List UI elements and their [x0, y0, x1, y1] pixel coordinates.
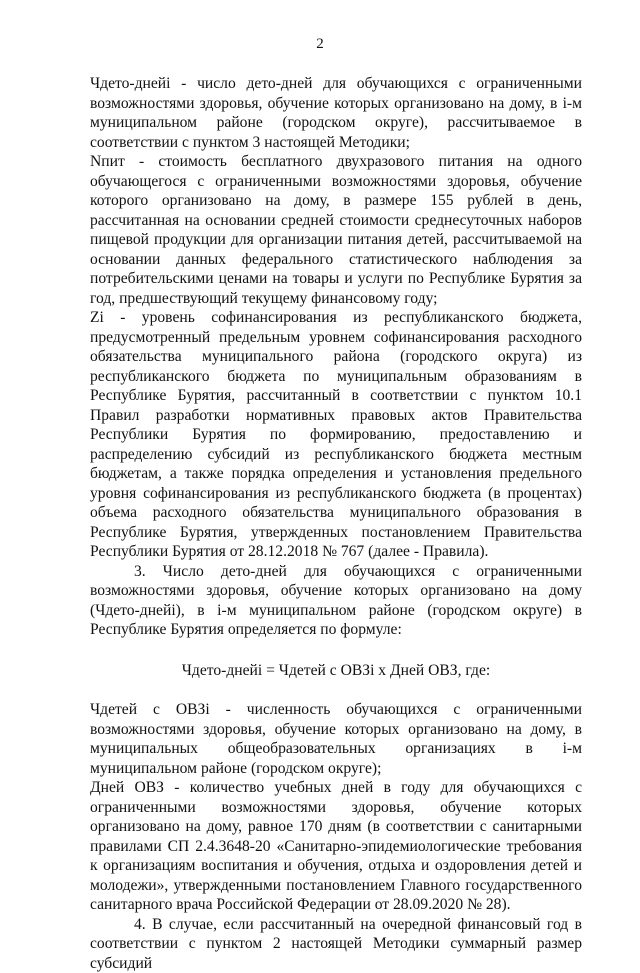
- clause-3: 3. Число дето-дней для обучающихся с ограниченными возможностями здоровья, обучение которых организовано на дому (Чдето-днейi), в i-м муниципальном районе (городском округе) в Республике Бурятия определяется по формуле:: [90, 562, 582, 640]
- definition-npit: Nпит - стоимость бесплатного двухразового питания на одного обучающегося с ограниченными возможностями здоровья, обучение которого организовано на дому, в размере 155 рублей в день, рассчитанная на основании средней стоимости среднесуточных наборов пищевой продукции для организации питания детей, рассчитываемой на основании данных федерального статистического наблюдения за потребительскими ценами на товары и услуги по Республике Бурятия за год, предшествующий текущему финансовому году;: [90, 152, 582, 308]
- formula: Чдето-днейi = Чдетей с ОВЗi х Дней ОВЗ, где:: [90, 661, 582, 681]
- document-body: [90, 74, 582, 973]
- clause-4: 4. В случае, если рассчитанный на очередной финансовый год в соответствии с пунктом 2 настоящей Методики суммарный размер субсидий: [90, 915, 582, 973]
- page-number: 2: [0, 36, 640, 53]
- definition-chdetei-ovz: Чдетей с ОВЗi - численность обучающихся с ограниченными возможностями здоровья, обучение которых организовано на дому, в муниципальных общеобразовательных организациях в i-м муниципальном районе (городском округе);: [90, 700, 582, 778]
- definition-zi: Zi - уровень софинансирования из республиканского бюджета, предусмотренный предельным уровнем софинансирования расходного обязательства муниципального района (городского округа) из республиканского бюджета по муниципальным образованиям в Республике Бурятия, рассчитанный в соответствии с пунктом 10.1 Правил разработки нормативных правовых актов Правительства Республики Бурятия по формированию, предоставлению и распределению субсидий из республиканского бюджета местным бюджетам, а также порядка определения и установления предельного уровня софинансирования из республиканского бюджета (в процентах) объема расходного обязательства муниципального образования в Республике Бурятия, утвержденных постановлением Правительства Республики Бурятия от 28.12.2018 № 767 (далее - Правила).: [90, 308, 582, 562]
- definition-dnei-ovz: Дней ОВЗ - количество учебных дней в году для обучающихся с ограниченными возможностями здоровья, обучение которых организовано на дому, равное 170 дням (в соответствии с санитарными правилами СП 2.4.3648-20 «Санитарно-эпидемиологические требования к организациям воспитания и обучения, отдыха и оздоровления детей и молодежи», утвержденными постановлением Главного государственного санитарного врача Российской Федерации от 28.09.2020 № 28).: [90, 778, 582, 915]
- definition-chdeto-dnei: Чдето-днейi - число дето-дней для обучающихся с ограниченными возможностями здоровья, обучение которых организовано на дому, в i-м муниципальном районе (городском округе), рассчитываемое в соответствии с пунктом 3 настоящей Методики;: [90, 74, 582, 152]
